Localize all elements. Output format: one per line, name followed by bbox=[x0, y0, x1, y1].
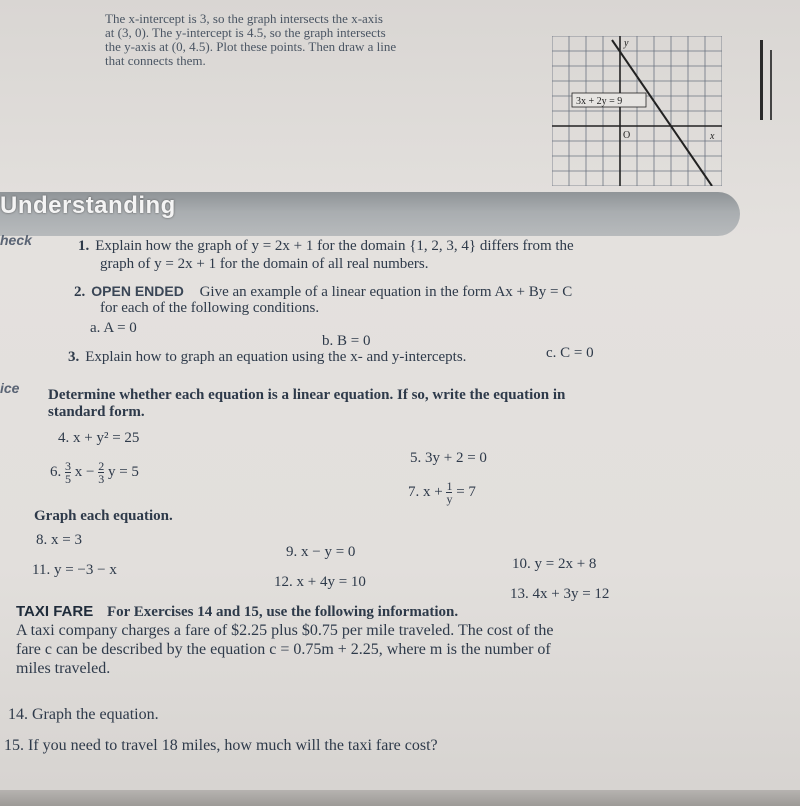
exercise-6 bbox=[50, 460, 139, 485]
intro-line: at (3, 0). The y-intercept is 4.5, so the graph intersects bbox=[105, 25, 386, 40]
question-3 bbox=[68, 349, 466, 366]
intro-paragraph bbox=[105, 12, 525, 68]
exercise-4: 4. x + y² = 25 bbox=[58, 430, 140, 446]
q1-text: Explain how the graph of y = 2x + 1 for the domain {1, 2, 3, 4} differs from the bbox=[95, 238, 574, 254]
e7-number: 7. bbox=[408, 483, 420, 500]
equation-label: 3x + 2y = 9 bbox=[576, 96, 623, 107]
e6-fraction-1: $\frac{3}{5}$ bbox=[65, 459, 71, 486]
exercise-5: 5. 3y + 2 = 0 bbox=[410, 450, 487, 466]
taxi-text-line2: fare c can be described by the equation c = 0.75m + 2.25, where m is the number of bbox=[16, 641, 551, 658]
q2-tag: OPEN ENDED bbox=[91, 283, 184, 299]
intro-line: that connects them. bbox=[105, 53, 206, 68]
exercise-14: 14. Graph the equation. bbox=[8, 706, 159, 723]
example-graph bbox=[552, 36, 722, 186]
exercise-8: 8. x = 3 bbox=[36, 532, 82, 548]
q2-part-c: c. C = 0 bbox=[546, 345, 594, 361]
practice-instruction-line2: standard form. bbox=[48, 404, 145, 420]
q2-line2: for each of the following conditions. bbox=[100, 300, 320, 316]
bottom-band bbox=[0, 790, 800, 806]
taxi-lead: For Exercises 14 and 15, use the following information. bbox=[106, 604, 459, 620]
graph-line bbox=[612, 40, 712, 186]
origin-label: O bbox=[623, 130, 631, 141]
e7-fraction: $\frac{1}{y}$ bbox=[446, 479, 453, 506]
taxi-text-line1: A taxi company charges a fare of $2.25 plus $0.75 per mile traveled. The cost of the bbox=[16, 622, 554, 639]
q2-part-b: b. B = 0 bbox=[322, 333, 371, 349]
exercise-13: 13. 4x + 3y = 12 bbox=[510, 586, 610, 602]
x-axis-label: x bbox=[710, 131, 715, 142]
intro-line: the y-axis at (0, 4.5). Plot these points. Then draw a line bbox=[105, 39, 397, 54]
exercise-15: 15. If you need to travel 18 miles, how much will the taxi fare cost? bbox=[4, 737, 438, 754]
e6-fraction-2: $\frac{2}{3}$ bbox=[98, 459, 105, 486]
intro-line: The x-intercept is 3, so the graph intersects the x-axis bbox=[105, 11, 383, 26]
q3-number: 3. bbox=[68, 349, 80, 365]
exercise-9: 9. x − y = 0 bbox=[286, 544, 356, 560]
taxi-text-line3: miles traveled. bbox=[16, 660, 111, 677]
e6-number: 6. bbox=[50, 463, 62, 480]
e6-middle: x − bbox=[74, 463, 95, 480]
practice-label: ice bbox=[0, 380, 20, 396]
exercise-12: 12. x + 4y = 10 bbox=[274, 574, 366, 590]
exercise-11: 11. y = −3 − x bbox=[32, 562, 117, 578]
page-edge-mark bbox=[760, 40, 763, 120]
question-1 bbox=[78, 238, 574, 255]
taxi-tag: TAXI FARE bbox=[16, 603, 94, 620]
check-label: heck bbox=[0, 232, 32, 248]
q2-part-a: a. A = 0 bbox=[90, 320, 137, 336]
q1-number: 1. bbox=[78, 238, 90, 254]
q2-text: Give an example of a linear equation in the form Ax + By = C bbox=[199, 284, 573, 300]
exercise-7 bbox=[408, 480, 476, 505]
e7-start: x + bbox=[423, 483, 443, 500]
e7-end: = 7 bbox=[456, 483, 476, 500]
q2-number: 2. bbox=[74, 284, 86, 300]
q1-line2: graph of y = 2x + 1 for the domain of all real numbers. bbox=[100, 256, 429, 272]
practice-instruction: Determine whether each equation is a linear equation. If so, write the equation in bbox=[48, 387, 566, 403]
q3-text: Explain how to graph an equation using the x- and y-intercepts. bbox=[85, 349, 467, 365]
y-axis-label: y bbox=[624, 38, 629, 49]
taxi-heading bbox=[16, 603, 458, 621]
graph-instruction: Graph each equation. bbox=[34, 508, 173, 524]
exercise-10: 10. y = 2x + 8 bbox=[512, 556, 597, 572]
e6-end: y = 5 bbox=[107, 463, 139, 480]
section-title: Understanding bbox=[0, 192, 176, 219]
page-edge-mark bbox=[770, 50, 772, 120]
question-2 bbox=[74, 283, 572, 301]
